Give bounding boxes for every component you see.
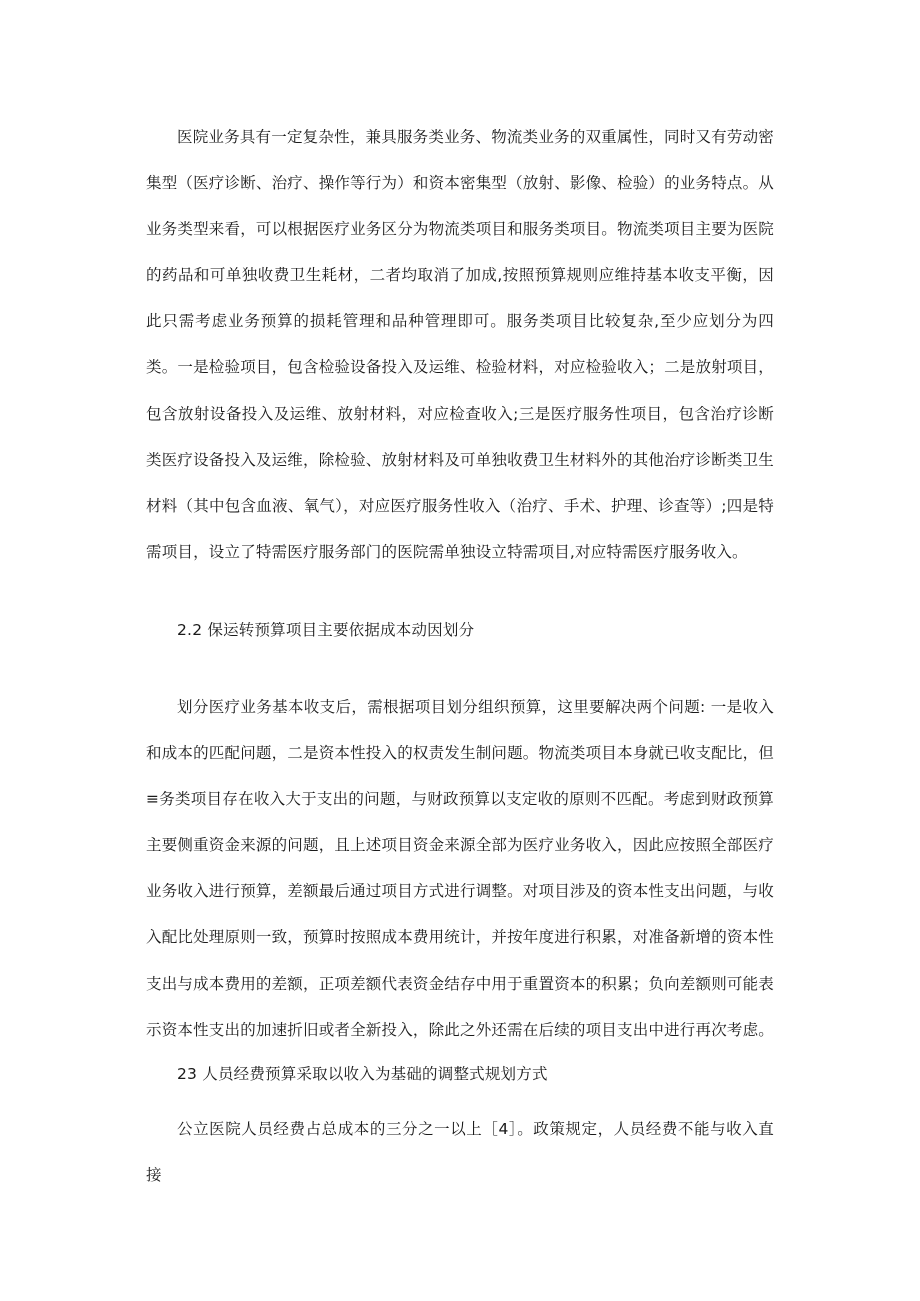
- section-heading: 2.2 保运转预算项目主要依据成本动因划分: [177, 621, 475, 639]
- body-paragraph: 划分医疗业务基本收支后，需根据项目划分组织预算，这里要解决两个问题: 一是收入和成本的匹配问题，二是资本性投入的权责发生制问题。物流类项目本身就已收支配比，但≡务类项目存在收入大于支出的问题，与财政预算以支定收的原则不匹配。考虑到财政预算主要侧重资金来源的问题，且上述项目资金来源全部为医疗业务收入，因此应按照全部医疗业务收入进行预算，差额最后通过项目方式进行调整。对项目涉及的资本性支出问题，与收入配比处理原则一致，预算时按照成本费用统计，并按年度进行积累，对准备新增的资本性支出与成本费用的差额，正项差额代表资金结存中用于重置资本的积累；负向差额则可能表示资本性支出的加速折旧或者全新投入，除此之外还需在后续的项目支出中进行再次考虑。: [146, 698, 775, 1039]
- body-paragraph: 公立医院人员经费占总成本的三分之一以上［4］。政策规定，人员经费不能与收入直接: [146, 1120, 774, 1185]
- section-heading: 23 人员经费预算采取以收入为基础的调整式规划方式: [177, 1065, 548, 1083]
- body-paragraph: 医院业务具有一定复杂性，兼具服务类业务、物流类业务的双重属性，同时又有劳动密集型（医疗诊断、治疗、操作等行为）和资本密集型（放射、影像、检验）的业务特点。从业务类型来看，可以根据医疗业务区分为物流类项目和服务类项目。物流类项目主要为医院的药品和可单独收费卫生耗材，二者均取消了加成,按照预算规则应维持基本收支平衡，因此只需考虑业务预算的损耗管理和品种管理即可。服务类项目比较复杂,至少应划分为四类。一是检验项目，包含检验设备投入及运维、检验材料，对应检验收入；二是放射项目，包含放射设备投入及运维、放射材料，对应检查收入;三是医疗服务性项目，包含治疗诊断类医疗设备投入及运维，除检验、放射材料及可单独收费卫生材料外的其他治疗诊断类卫生材料（其中包含血液、氧气），对应医疗服务性收入（治疗、手术、护理、诊查等）;四是特需项目，设立了特需医疗服务部门的医院需单独设立特需项目,对应特需医疗服务收入。: [146, 128, 775, 561]
